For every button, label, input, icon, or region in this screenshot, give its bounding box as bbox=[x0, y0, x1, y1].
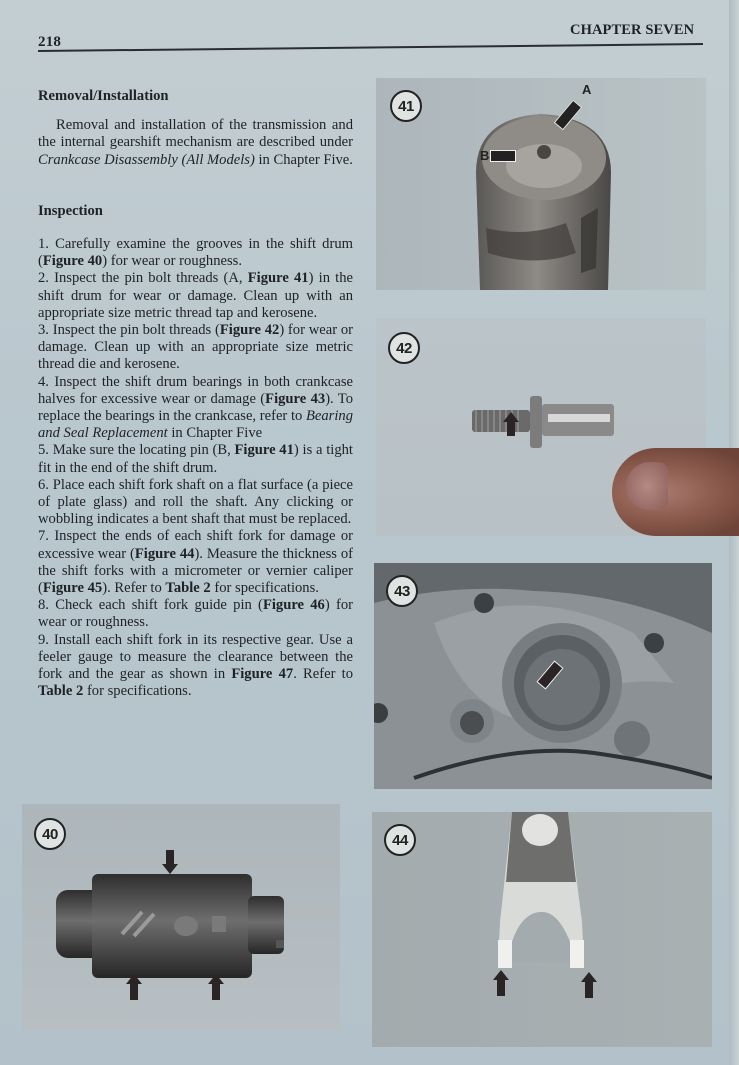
arrow-shaft bbox=[130, 984, 138, 1000]
step-2: 2. Inspect the pin bolt threads (A, Figure 41) in the shift drum for wear or damage. Clean up with an appropriate size metric thread tap and kerosene. bbox=[38, 270, 353, 321]
arrow-up-icon bbox=[493, 970, 509, 980]
inspection-steps bbox=[38, 236, 353, 700]
removal-heading: Removal/Installation bbox=[38, 88, 169, 104]
figure-number-badge: 41 bbox=[390, 90, 422, 122]
label-b: B bbox=[480, 148, 490, 163]
arrow-shaft bbox=[507, 422, 515, 436]
shift-drum-end-photo bbox=[376, 78, 706, 290]
step-9: 9. Install each shift fork in its respective gear. Use a feeler gauge to measure the clearance between the fork and the gear as shown in Figure 47. Refer to Table 2 for specifications. bbox=[38, 631, 353, 700]
inspection-heading: Inspection bbox=[38, 202, 103, 219]
figure-number-badge: 43 bbox=[386, 575, 418, 607]
arrow-up-icon bbox=[581, 972, 597, 982]
header-rule bbox=[38, 43, 703, 52]
figure-number-badge: 44 bbox=[384, 824, 416, 856]
step-8: 8. Check each shift fork guide pin (Figure 46) for wear or roughness. bbox=[38, 597, 353, 631]
chapter-title: CHAPTER SEVEN bbox=[570, 22, 695, 38]
shift-drum-photo bbox=[22, 804, 340, 1030]
fingernail bbox=[626, 462, 668, 510]
figure-40 bbox=[22, 804, 340, 1030]
figure-number-badge: 40 bbox=[34, 818, 66, 850]
step-7: 7. Inspect the ends of each shift fork for damage or excessive wear (Figure 44). Measure the thickness of the shift forks with a micrometer or vernier caliper (Figure 45). Refer to Table 2 for specifications. bbox=[38, 528, 353, 597]
arrow-head-down bbox=[162, 864, 178, 874]
step-5: 5. Make sure the locating pin (B, Figure 41) is a tight fit in the end of the shift drum. bbox=[38, 442, 353, 476]
text-column bbox=[38, 88, 353, 701]
step-6: 6. Place each shift fork shaft on a flat surface (a piece of plate glass) and roll the shaft. Any clicking or wobbling indicates a bent shaft that must be replaced. bbox=[38, 476, 353, 528]
arrow-up-icon bbox=[126, 974, 142, 984]
step-1: 1. Carefully examine the grooves in the shift drum (Figure 40) for wear or roughness. bbox=[38, 236, 353, 270]
arrow-up-icon bbox=[503, 412, 519, 422]
step-4: 4. Inspect the shift drum bearings in both crankcase halves for excessive wear or damage (Figure 43). To replace the bearings in the crankcase, refer to Bearing and Seal Replacement in Chapter Five bbox=[38, 373, 353, 442]
figure-41 bbox=[376, 78, 706, 290]
step-3: 3. Inspect the pin bolt threads (Figure 42) for wear or damage. Clean up with an appropriate size metric thread die and kerosene. bbox=[38, 322, 353, 373]
arrow-right-icon bbox=[490, 150, 516, 162]
figure-43 bbox=[374, 563, 712, 789]
arrow-shaft bbox=[585, 982, 593, 998]
arrow-shaft bbox=[497, 980, 505, 996]
removal-paragraph: Removal and installation of the transmission and the internal gearshift mechanism are described under Crankcase Disassembly (All Models) in Chapter Five. bbox=[38, 117, 353, 168]
arrow-down-icon bbox=[166, 850, 174, 864]
shift-fork-photo bbox=[372, 812, 712, 1047]
figure-number-badge: 42 bbox=[388, 332, 420, 364]
label-a: A bbox=[582, 82, 592, 97]
page-number: 218 bbox=[38, 34, 62, 50]
figure-44 bbox=[372, 812, 712, 1047]
arrow-shaft bbox=[212, 984, 220, 1000]
arrow-up-icon bbox=[208, 974, 224, 984]
